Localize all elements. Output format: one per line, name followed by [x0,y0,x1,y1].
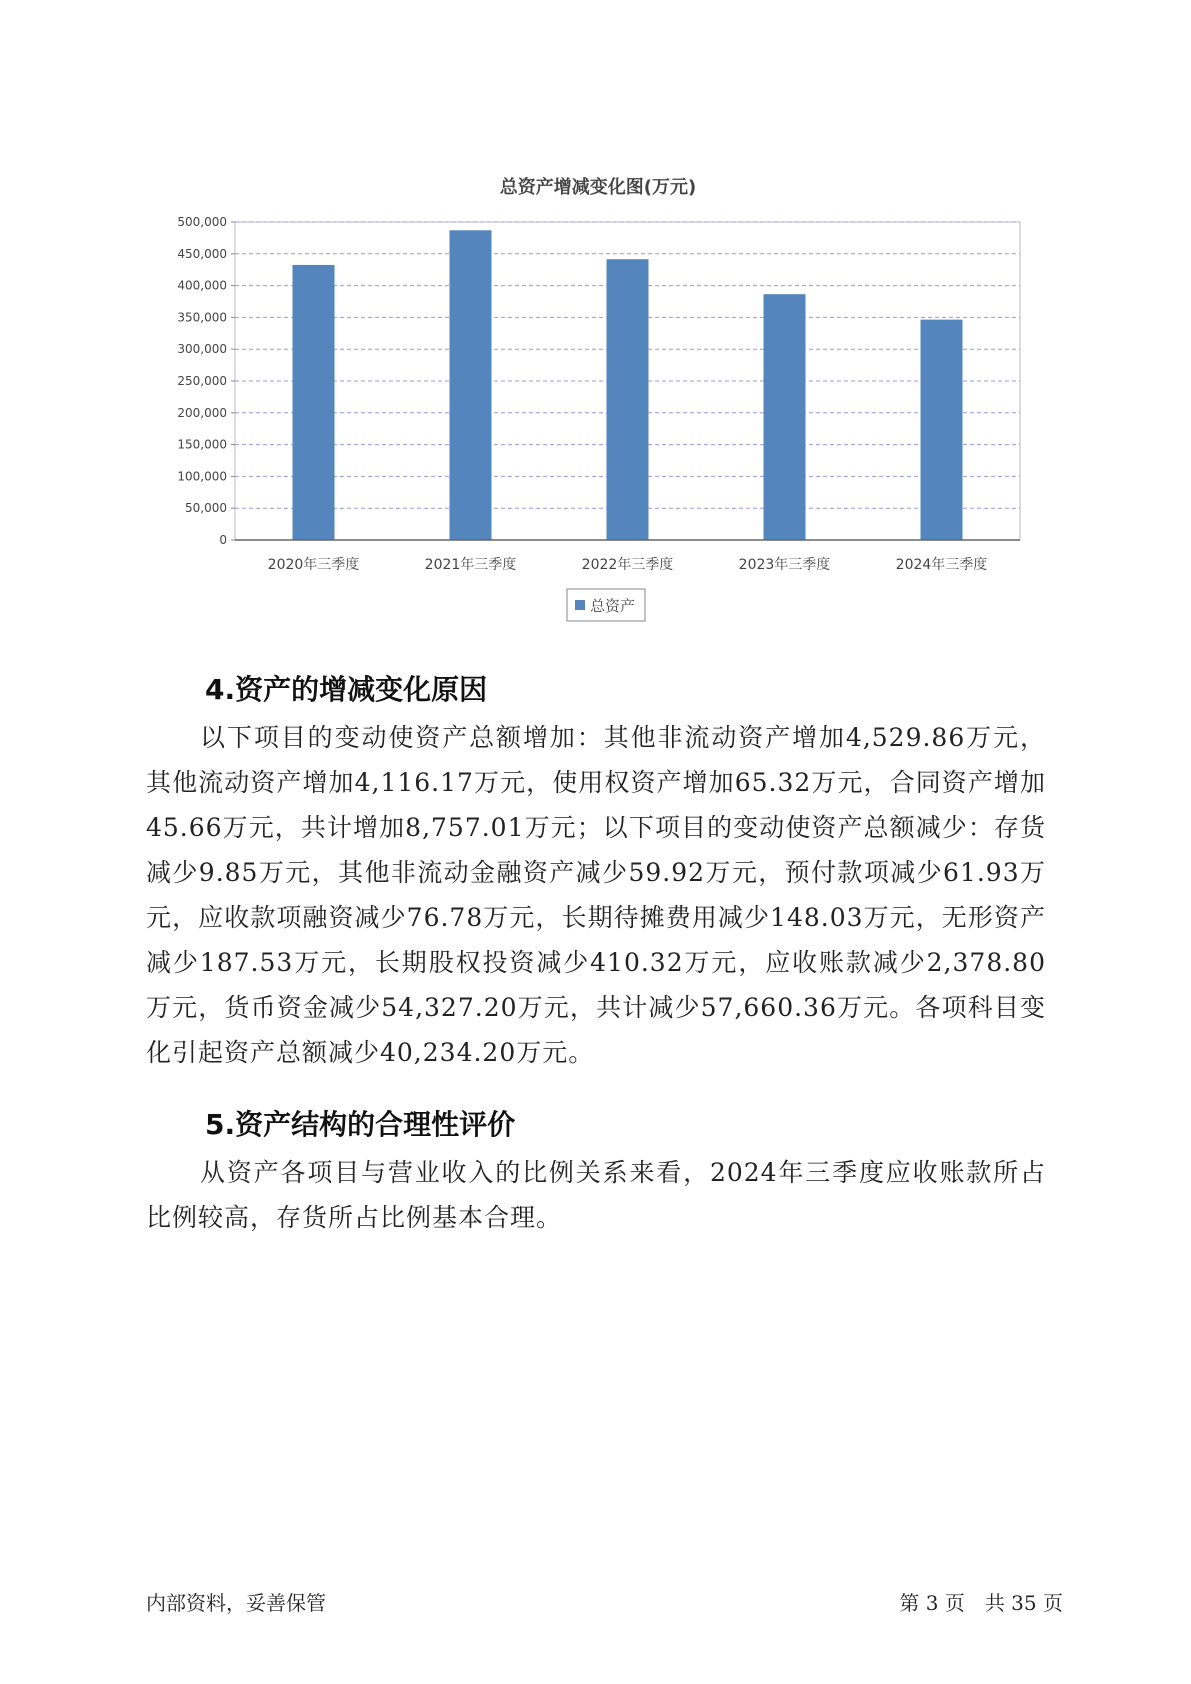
y-tick-label: 300,000 [177,342,227,357]
bar [921,320,963,540]
y-tick-label: 250,000 [177,374,227,388]
footer-page-number: 第 3 页 共 35 页 [899,1591,1063,1615]
y-tick-label: 350,000 [177,310,227,325]
section-5-paragraph: 从资产各项目与营业收入的比例关系来看，2024年三季度应收账款所占比例较高，存货所占比例基本合理。 [146,1158,1046,1232]
bar [293,265,335,540]
legend [567,589,645,621]
section-5-heading: 5.资产结构的合理性评价 [205,1108,516,1141]
total-assets-bar-chart [0,0,1191,640]
y-tick-label: 400,000 [177,278,227,293]
x-tick-label: 2023年三季度 [738,557,831,573]
bar [607,259,649,540]
y-tick-label: 200,000 [177,405,227,420]
bar [450,230,492,540]
y-tick-label: 150,000 [177,437,227,452]
bar [764,294,806,540]
legend-label: 总资产 [590,597,636,615]
y-tick-label: 0 [219,533,227,547]
y-axis [177,215,235,547]
chart-title: 总资产增减变化图(万元) [499,177,697,198]
x-tick-label: 2022年三季度 [581,557,674,573]
x-tick-label: 2024年三季度 [895,557,988,573]
x-axis [235,540,1020,573]
section-4-paragraph: 以下项目的变动使资产总额增加：其他非流动资产增加4,529.86万元，其他流动资产增加4,116.17万元，使用权资产增加65.32万元，合同资产增加45.66万元，共计增加8,757.01万元；以下项目的变动使资产总额减少：存货减少9.85万元，其他非流动金融资产减少59.92万元，预付款项减少61.93万元，应收款项融资减少76.78万元，长期待摊费用减少148.03万元，无形资产减少187.53万元，长期股权投资减少410.32万元，应收账款减少2,378.80万元，货币资金减少54,327.20万元，共计减少57,660.36万元。各项科目变化引起资产总额减少40,234.20万元。 [146,723,1046,1067]
y-tick-label: 50,000 [185,501,227,516]
x-tick-label: 2021年三季度 [424,557,517,573]
y-tick-label: 450,000 [177,246,227,261]
footer-confidential-note: 内部资料，妥善保管 [146,1591,326,1615]
legend-swatch [575,600,585,610]
section-4-heading: 4.资产的增减变化原因 [205,673,488,706]
x-tick-label: 2020年三季度 [267,557,360,573]
y-tick-label: 500,000 [177,215,227,229]
y-tick-label: 100,000 [177,469,227,484]
